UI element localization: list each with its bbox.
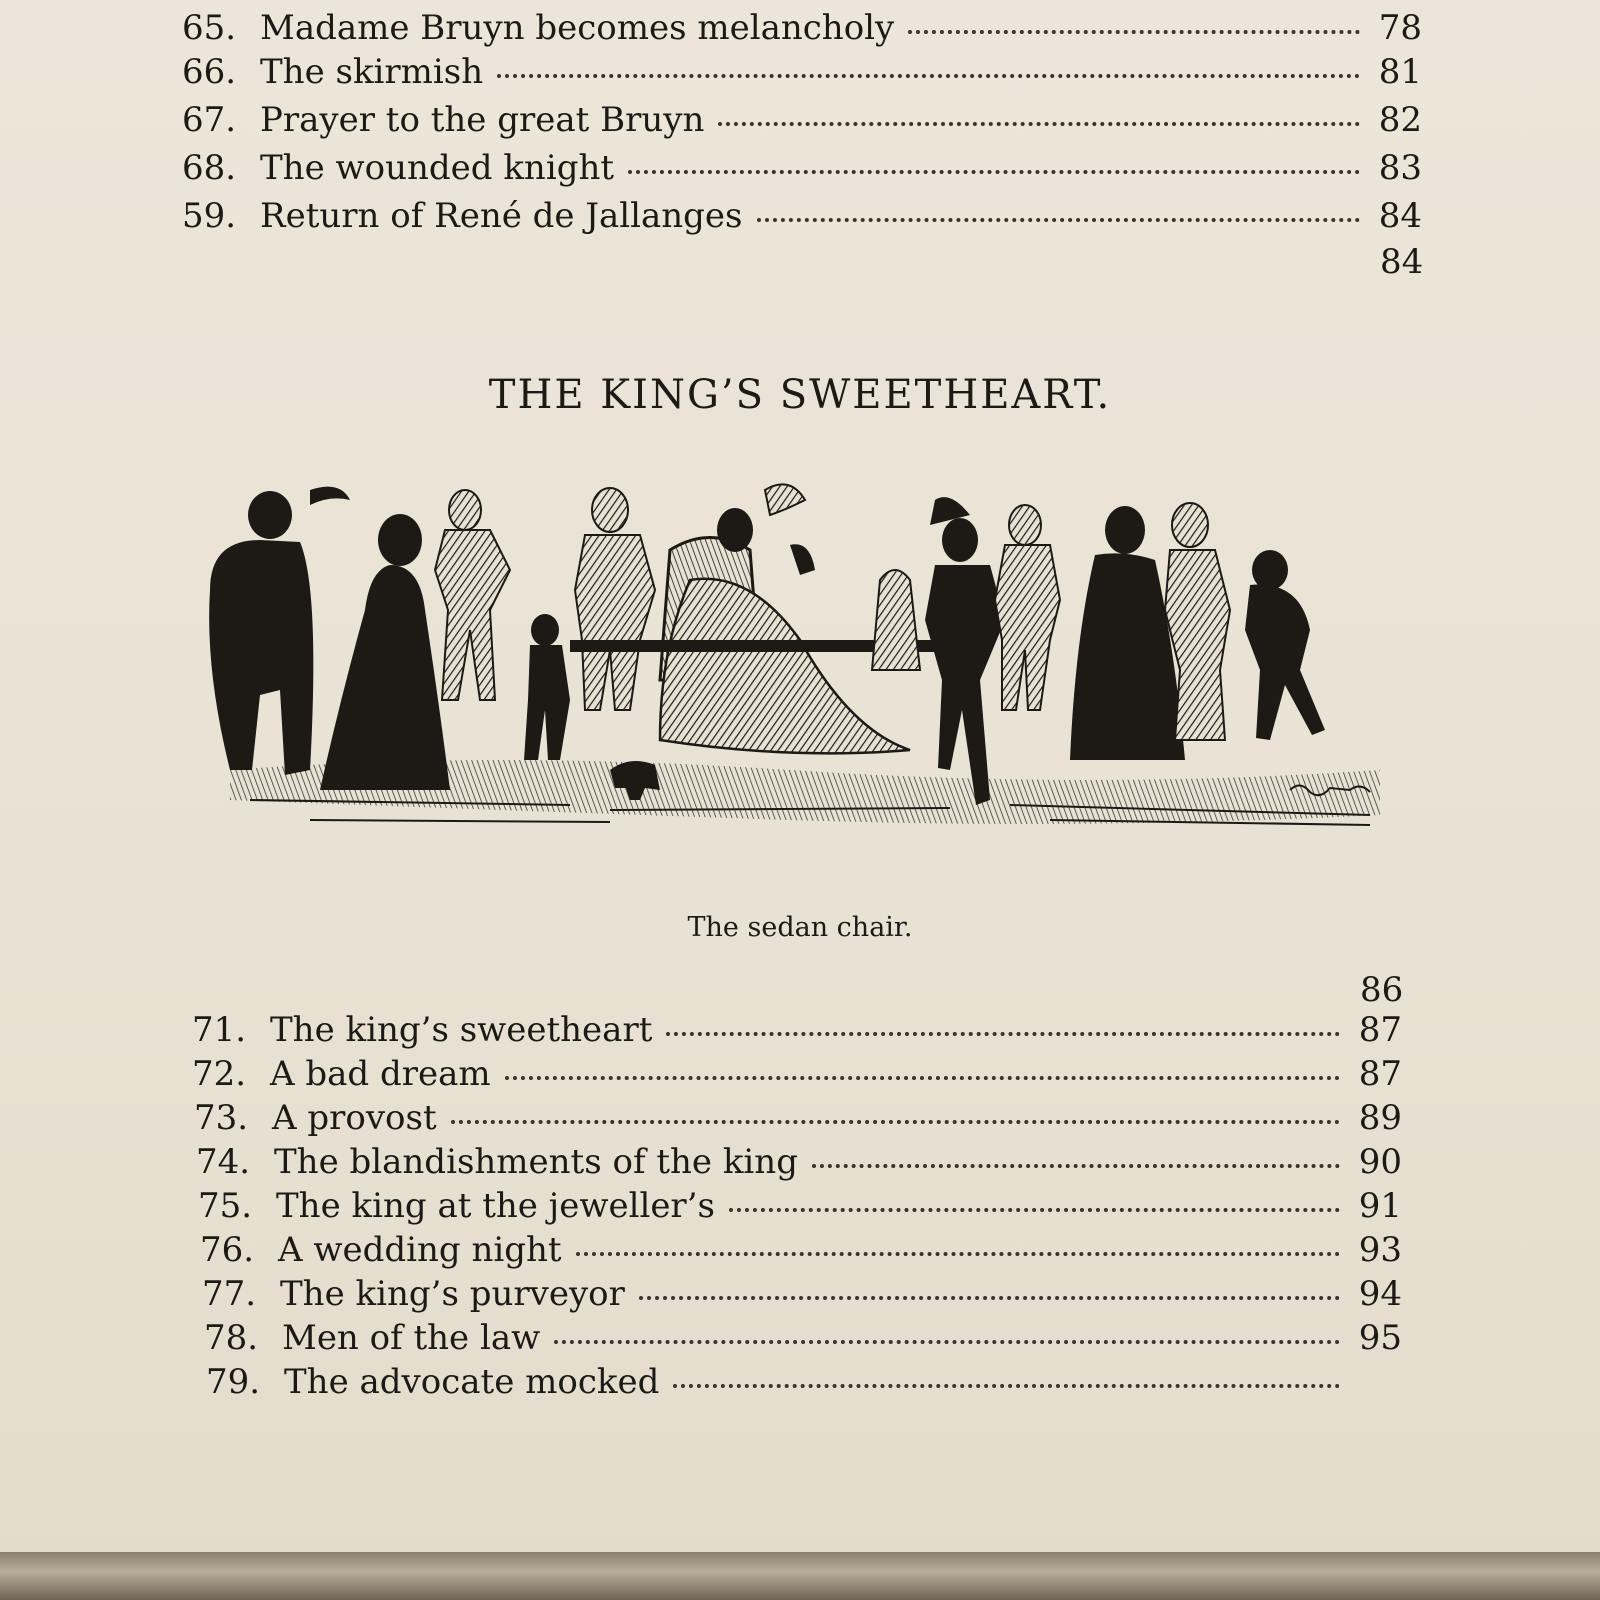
toc-entry	[200, 1230, 1402, 1276]
entry-page: 87	[1358, 1010, 1402, 1050]
entry-page: 94	[1358, 1274, 1402, 1314]
entry-page: 93	[1358, 1230, 1402, 1270]
entry-page: 89	[1358, 1098, 1402, 1138]
entry-number: 75.	[198, 1186, 253, 1226]
entry-page: 84	[1378, 196, 1422, 236]
entry-page: 90	[1358, 1142, 1402, 1182]
toc-entry	[196, 1142, 1402, 1188]
entry-number: 65.	[182, 8, 237, 48]
toc-entry	[182, 148, 1422, 194]
dot-leader	[729, 1207, 1340, 1212]
dot-leader	[673, 1383, 1340, 1388]
entry-page: 95	[1358, 1318, 1402, 1358]
dot-leader	[812, 1163, 1340, 1168]
entry-number: 68.	[182, 148, 237, 188]
toc-entry	[182, 196, 1422, 242]
engraving-svg	[190, 470, 1420, 860]
illustration-sedan-chair	[190, 470, 1420, 860]
entry-number: 71.	[192, 1010, 247, 1050]
toc-entry	[192, 1010, 1402, 1056]
dot-leader	[554, 1339, 1340, 1344]
entry-page: 82	[1378, 100, 1422, 140]
illustration-caption: The sedan chair.	[687, 912, 913, 943]
entry-title: The king’s purveyor	[280, 1274, 625, 1314]
toc-entry	[182, 100, 1422, 146]
dot-leader	[628, 169, 1360, 174]
entry-title: The blandishments of the king	[274, 1142, 798, 1182]
toc-entry	[202, 1274, 1402, 1320]
section-heading: THE KING’S SWEETHEART.	[488, 372, 1112, 418]
entry-title: A provost	[272, 1098, 437, 1138]
entry-number: 78.	[204, 1318, 259, 1358]
entry-title: A bad dream	[270, 1054, 491, 1094]
dot-leader	[451, 1119, 1340, 1124]
dot-leader	[505, 1075, 1340, 1080]
entry-title: The king at the jeweller’s	[276, 1186, 715, 1226]
toc-entry	[182, 8, 1422, 54]
entry-number: 77.	[202, 1274, 257, 1314]
dot-leader	[639, 1295, 1340, 1300]
trailing-page-number: 84	[1380, 242, 1424, 282]
entry-title: Men of the law	[282, 1318, 541, 1358]
entry-number: 59.	[182, 196, 237, 236]
entry-page: 83	[1378, 148, 1422, 188]
toc-entry	[194, 1098, 1402, 1144]
entry-number: 67.	[182, 100, 237, 140]
entry-title: The skirmish	[260, 52, 484, 92]
entry-title: Prayer to the great Bruyn	[260, 100, 705, 140]
entry-page: 87	[1358, 1054, 1402, 1094]
entry-title: Return of René de Jallanges	[260, 196, 743, 236]
entry-page: 81	[1378, 52, 1422, 92]
entry-title: The king’s sweetheart	[270, 1010, 653, 1050]
entry-number: 76.	[200, 1230, 255, 1270]
dot-leader	[576, 1251, 1340, 1256]
toc-entry	[206, 1362, 1402, 1408]
dot-leader	[908, 29, 1360, 34]
entry-number: 66.	[182, 52, 237, 92]
dot-leader	[497, 73, 1360, 78]
table-surface	[0, 1552, 1600, 1600]
dot-leader	[757, 217, 1361, 222]
dot-leader	[666, 1031, 1340, 1036]
entry-page: 78	[1378, 8, 1422, 48]
entry-number: 73.	[194, 1098, 249, 1138]
entry-number: 72.	[192, 1054, 247, 1094]
toc-entry	[198, 1186, 1402, 1232]
toc-entry	[192, 1054, 1402, 1100]
entry-page: 91	[1358, 1186, 1402, 1226]
entry-title: Madame Bruyn becomes melancholy	[260, 8, 895, 48]
leading-page-number: 86	[1360, 970, 1404, 1010]
entry-number: 79.	[206, 1362, 261, 1402]
entry-number: 74.	[196, 1142, 251, 1182]
entry-title: A wedding night	[278, 1230, 562, 1270]
toc-entry	[204, 1318, 1402, 1364]
entry-title: The wounded knight	[260, 148, 615, 188]
entry-title: The advocate mocked	[284, 1362, 660, 1402]
dot-leader	[718, 121, 1360, 126]
toc-entry	[182, 52, 1422, 98]
